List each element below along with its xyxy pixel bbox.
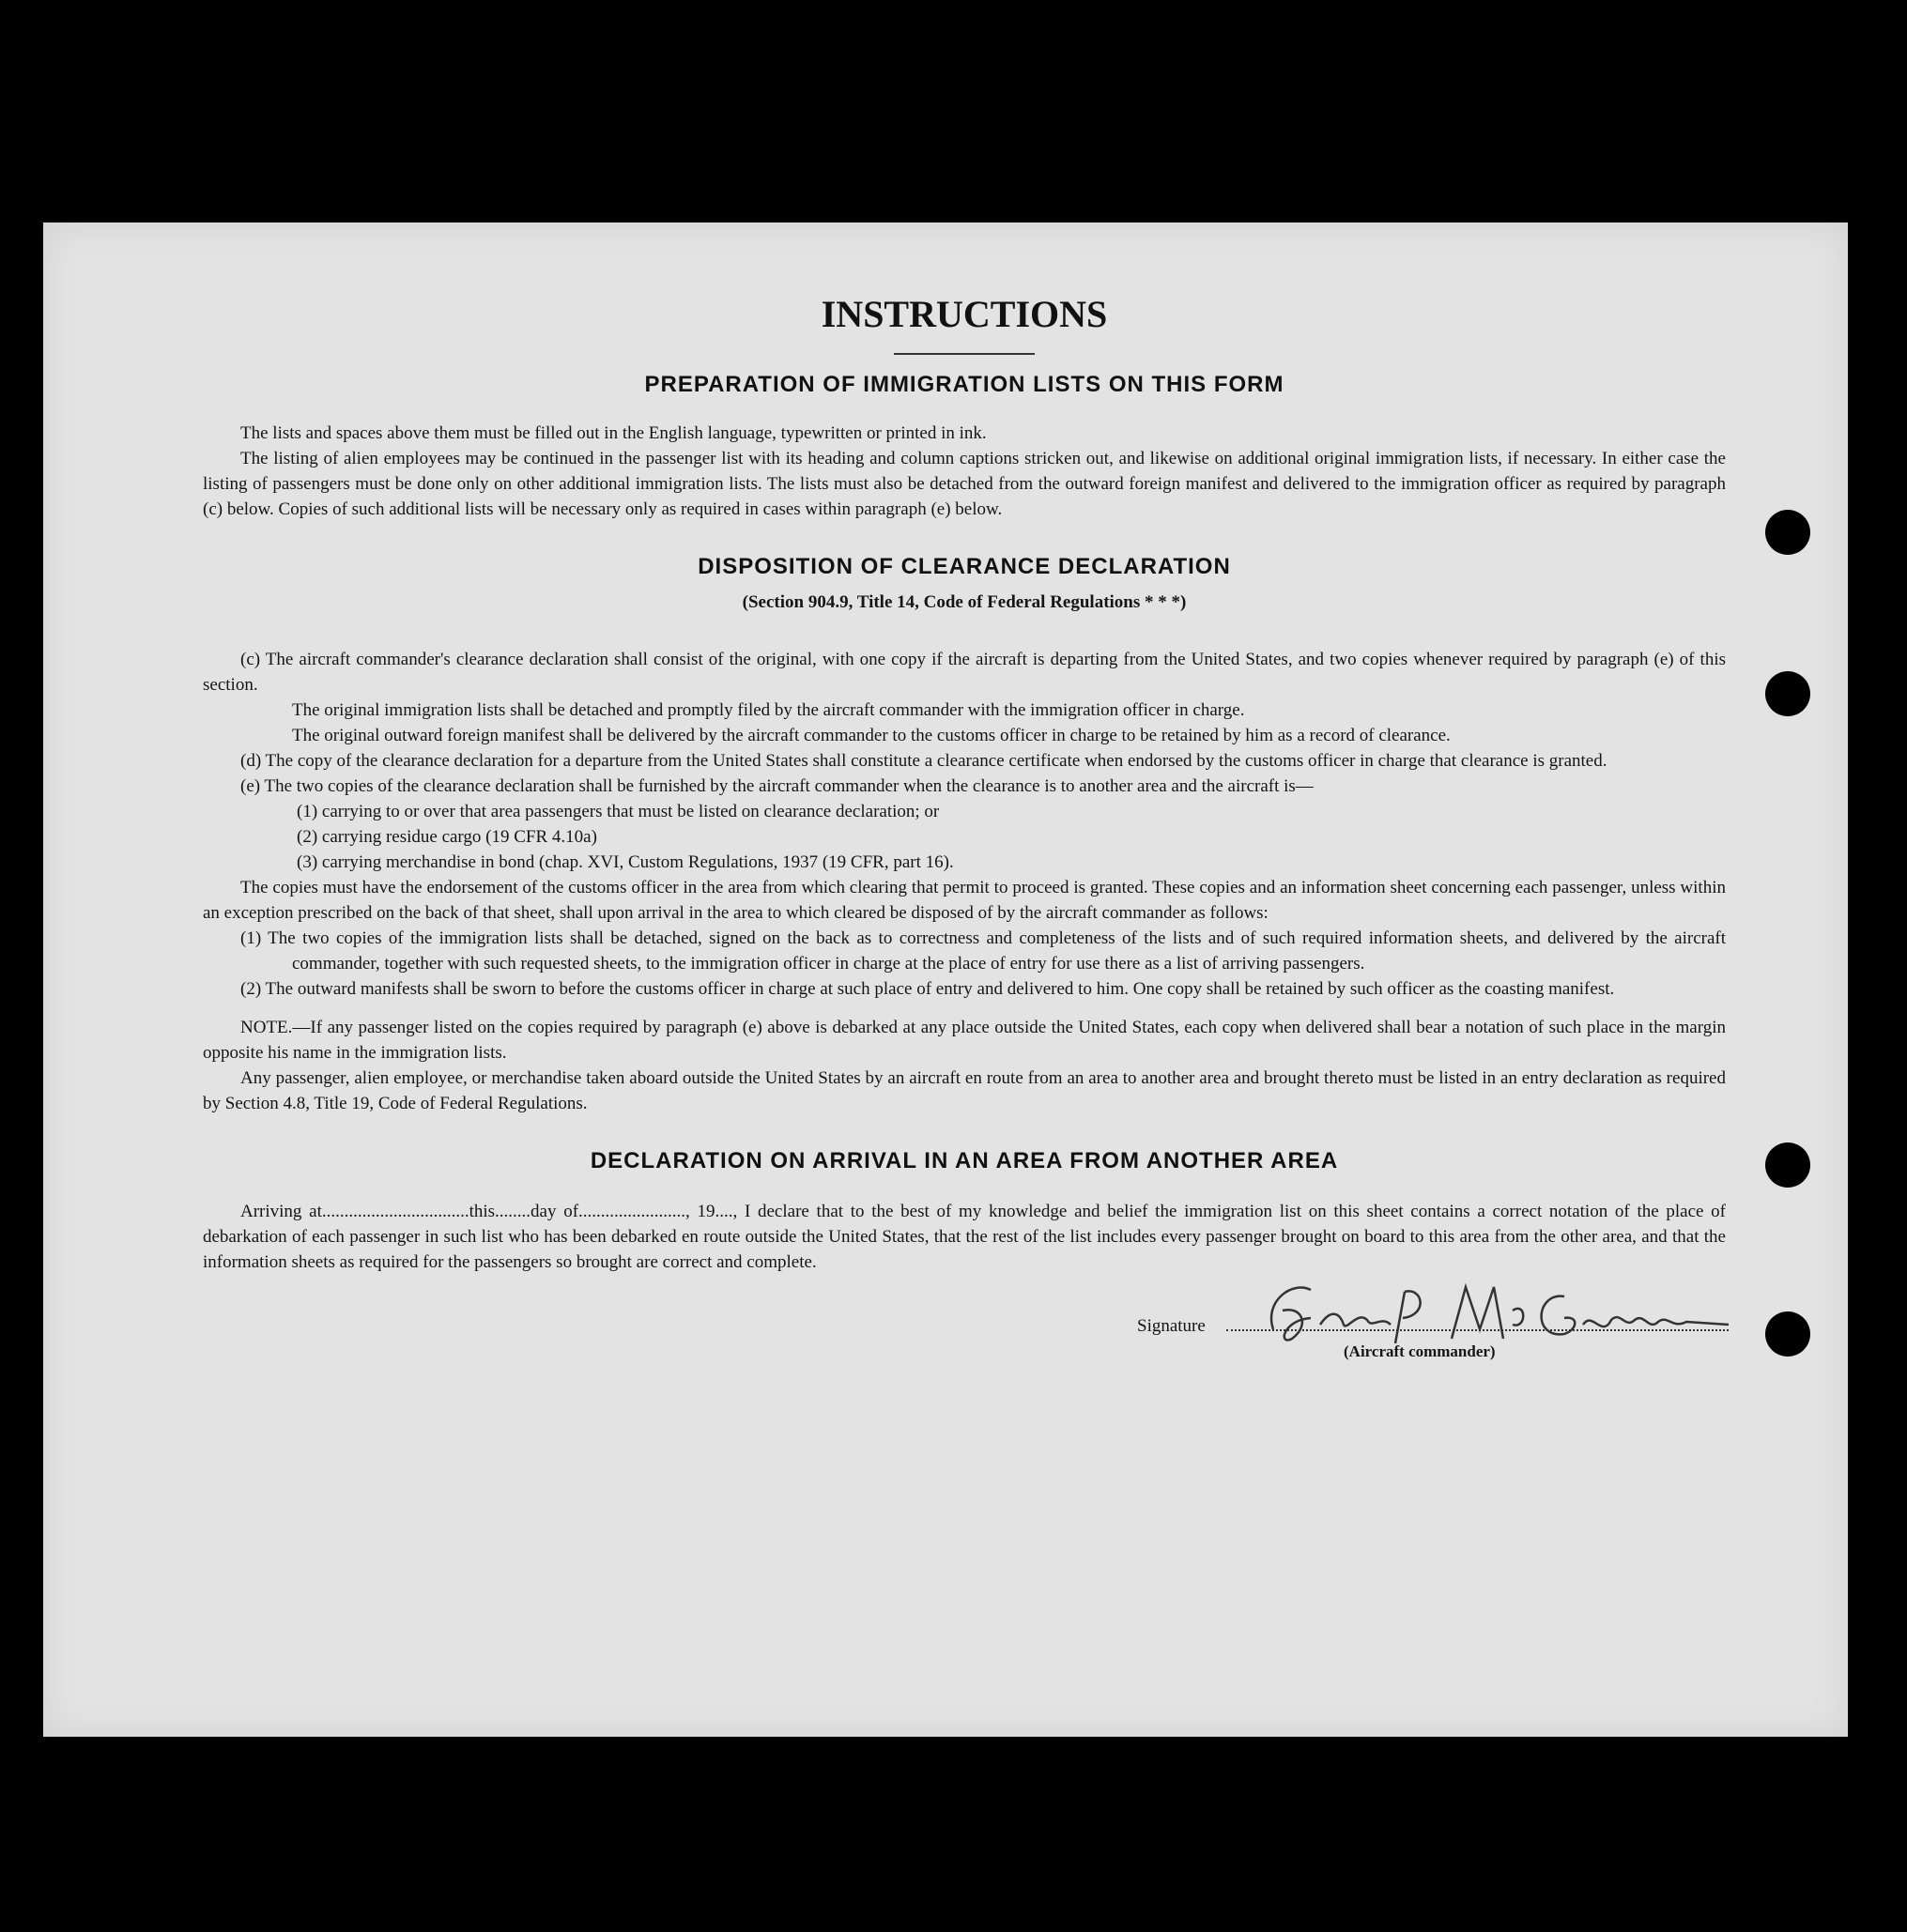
- title-rule: [894, 353, 1035, 355]
- instructions-content: [203, 292, 1726, 1365]
- list-item: (2) carrying residue cargo (19 CFR 4.10a): [297, 827, 597, 847]
- punch-hole: [1765, 510, 1810, 555]
- paragraph: The lists and spaces above them must be filled out in the English language, typewritten or printed in ink.: [240, 423, 987, 443]
- paragraph-e: (e) The two copies of the clearance declaration shall be furnished by the aircraft commander when the clearance is to another area and the aircraft is—: [240, 776, 1314, 796]
- paragraph-any: Any passenger, alien employee, or merchandise taken aboard outside the United States by an aircraft en route from an area to another area and brought thereto must be listed in an entry declaration as required by Section 4.8, Title 19, Code of Federal Regulations.: [203, 1068, 1726, 1113]
- list-item: (1) carrying to or over that area passengers that must be listed on clearance declaration; or: [297, 802, 940, 821]
- section-heading-preparation: PREPARATION OF IMMIGRATION LISTS ON THIS FORM: [644, 372, 1284, 397]
- page-title: INSTRUCTIONS: [821, 293, 1108, 335]
- punch-hole: [1765, 671, 1810, 716]
- handwritten-signature: [1254, 1273, 1743, 1357]
- punch-hole: [1765, 1311, 1810, 1357]
- section-subheading: (Section 904.9, Title 14, Code of Federal Regulations * * *): [742, 592, 1187, 612]
- paragraph-c1: The original immigration lists shall be detached and promptly filed by the aircraft commander with the immigration officer in charge.: [292, 700, 1245, 720]
- signature-label: Signature: [1137, 1316, 1206, 1336]
- paragraph-copies: The copies must have the endorsement of the customs officer in the area from which clearing that permit to proceed is granted. These copies and an information sheet concerning each passenger, unless within an exception prescribed on the back of that sheet, shall upon arrival in the area to which cleared be disposed of by the aircraft commander as follows:: [203, 878, 1726, 923]
- paragraph: The listing of alien employees may be continued in the passenger list with its heading and column captions stricken out, and likewise on additional original immigration lists, if necessary. In either case the listing of passengers must be done only on other additional immigration lists. The lists must also be detached from the outward foreign manifest and delivered to the immigration officer as required by paragraph (c) below. Copies of such additional lists will be necessary only as required in cases within paragraph (e) below.: [203, 449, 1726, 519]
- paragraph-d: (d) The copy of the clearance declaration for a departure from the United States shall constitute a clearance certificate when endorsed by the customs officer in charge that clearance is granted.: [240, 751, 1607, 771]
- paragraph-f1: (1) The two copies of the immigration lists shall be detached, signed on the back as to correctness and completeness of the lists and of such required information sheets, and delivered by the aircraft commander, together with such requested sheets, to the immigration officer in charge at the place of entry for use there as a list of arriving passengers.: [240, 928, 1726, 974]
- signature-caption: (Aircraft commander): [1344, 1342, 1496, 1360]
- paragraph-c: (c) The aircraft commander's clearance declaration shall consist of the original, with one copy if the aircraft is departing from the United States, and two copies whenever required by paragraph (e) of this section.: [203, 650, 1726, 695]
- paragraph-c2: The original outward foreign manifest shall be delivered by the aircraft commander to the customs officer in charge to be retained by him as a record of clearance.: [292, 726, 1451, 745]
- document-sheet: [43, 222, 1848, 1737]
- declaration-text: Arriving at.................................this........day of........................, 19...., I declare that to the best of my knowledge and belief the immigration list on this sheet contains a correct notation of the place of debarkation of each passenger in such list who has been debarked en route outside the United States, that the rest of the list includes every passenger brought on board to this area from the other area, and that the information sheets as required for the passengers so brought are correct and complete.: [203, 1202, 1726, 1272]
- punch-hole: [1765, 1142, 1810, 1188]
- paragraph-note: NOTE.—If any passenger listed on the copies required by paragraph (e) above is debarked at any place outside the United States, each copy when delivered shall bear a notation of such place in the margin opposite his name in the immigration lists.: [203, 1018, 1726, 1063]
- section-heading-disposition: DISPOSITION OF CLEARANCE DECLARATION: [698, 554, 1231, 579]
- section-heading-declaration: DECLARATION ON ARRIVAL IN AN AREA FROM ANOTHER AREA: [590, 1148, 1339, 1173]
- list-item: (3) carrying merchandise in bond (chap. XVI, Custom Regulations, 1937 (19 CFR, part 16).: [297, 852, 954, 872]
- signature-block: [203, 1280, 1726, 1365]
- paragraph-f2: (2) The outward manifests shall be sworn to before the customs officer in charge at such place of entry and delivered to him. One copy shall be retained by such officer as the coasting manifest.: [240, 979, 1615, 999]
